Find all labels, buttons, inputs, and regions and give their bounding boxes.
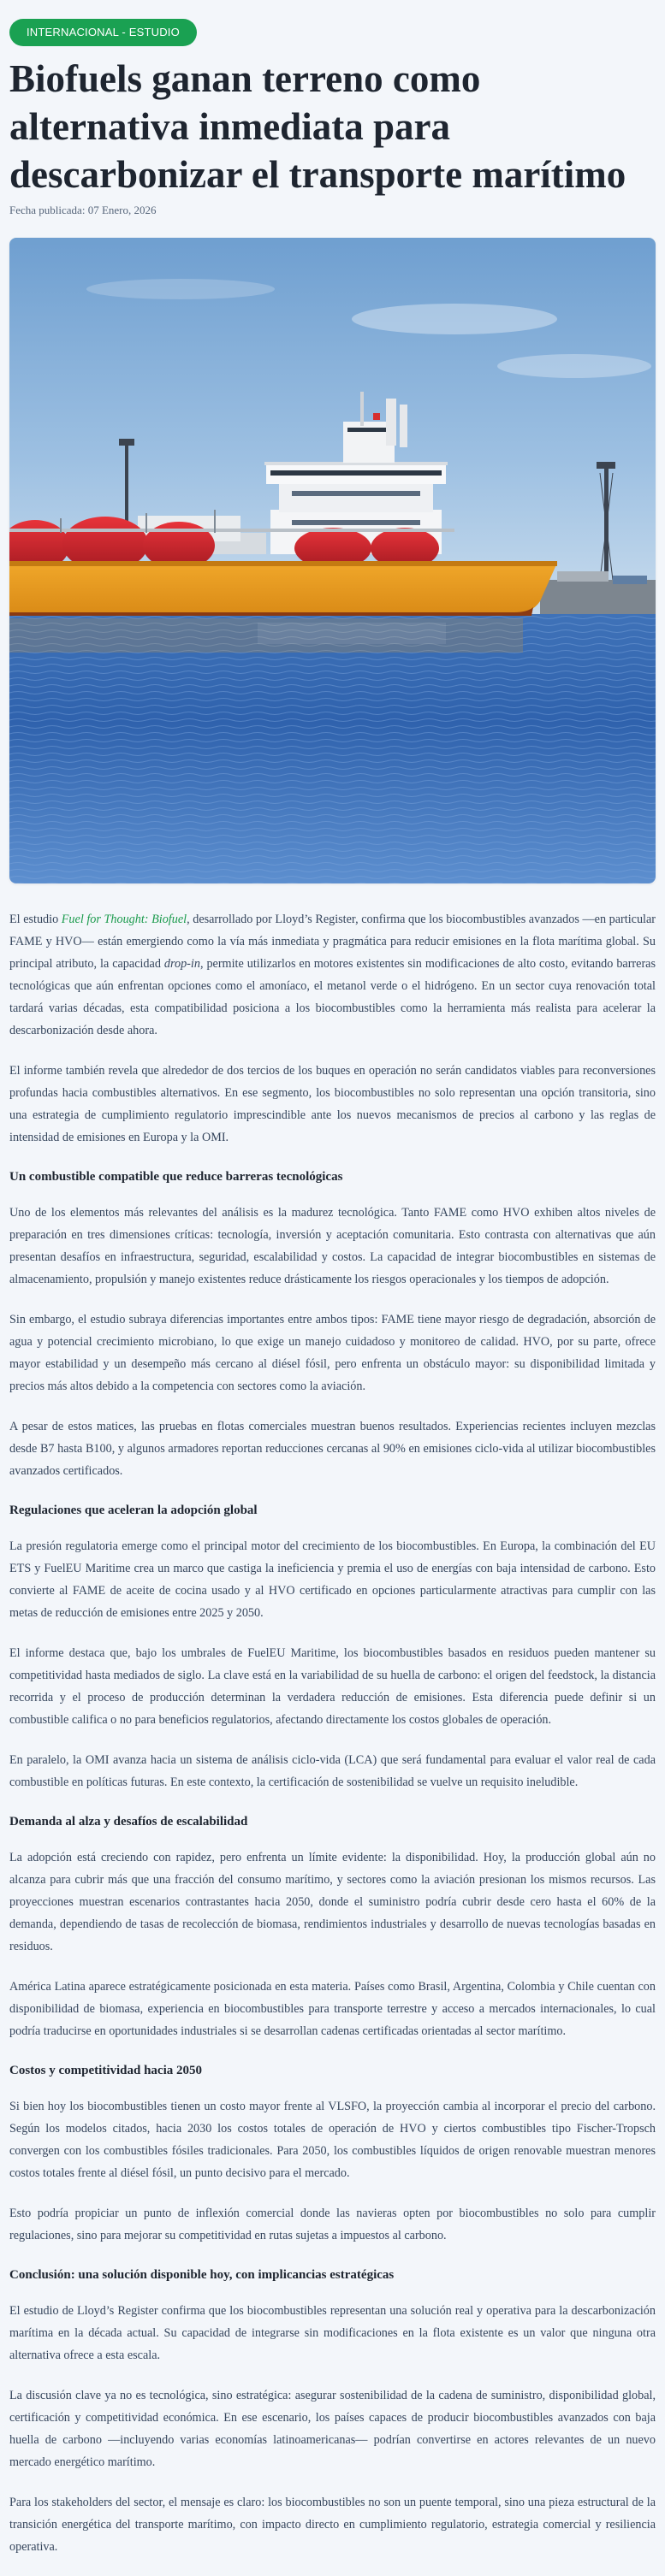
publish-date (9, 204, 156, 217)
publish-date-label: Fecha publicada: (9, 204, 86, 216)
publish-date-value: 07 Enero, 2026 (87, 204, 157, 216)
ship-photo-icon (9, 238, 656, 883)
section-heading: Conclusión: una solución disponible hoy, con implicancias estratégicas (9, 2268, 395, 2282)
paragraph: Esto podría propiciar un punto de inflexión comercial donde las navieras opten por biocombustibles no solo para cumplir regulaciones, sino para mejorar su competitividad en rutas sujetas a impuestos al carbono. (9, 2207, 656, 2242)
paragraph: En paralelo, la OMI avanza hacia un sistema de análisis ciclo-vida (LCA) que será fundamental para evaluar el valor real de cada combustible en políticas futuras. En este contexto, la certificación de sostenibilidad se vuelve un requisito ineludible. (9, 1753, 656, 1789)
paragraph: Sin embargo, el estudio subraya diferencias importantes entre ambos tipos: FAME tiene mayor riesgo de degradación, absorción de agua y potencial crecimiento microbiano, lo que exige un manejo cuidadoso y monitoreo de calidad. HVO, por su parte, ofrece mayor estabilidad y un desempeño más cercano al diésel fósil, pero enfrenta un obstáculo mayor: su disponibilidad limitada y precios más altos debido a la competencia con sectores como la aviación. (9, 1313, 656, 1393)
paragraph: América Latina aparece estratégicamente posicionada en esta materia. Países como Brasil, Argentina, Colombia y Chile cuentan con disponibilidad de biomasa, experiencia en biocombustibles para transporte terrestre y acceso a mercados internacionales, lo cual podría traducirse en oportunidades industriales si se desarrollan cadenas certificadas orientadas al sector marítimo. (9, 1980, 656, 2038)
paragraph: La discusión clave ya no es tecnológica, sino estratégica: asegurar sostenibilidad de la cadena de suministro, disponibilidad global, certificación y competitividad económica. En ese escenario, los países capaces de producir biocombustibles avanzados con baja huella de carbono —incluyendo varias economías latinoamericanas— podrían convertirse en actores relevantes de un nuevo mercado energético marítimo. (9, 2389, 656, 2469)
article-title: Biofuels ganan terreno como alternativa inmediata para descarbonizar el transporte marítimo (9, 57, 626, 196)
study-link[interactable]: Fuel for Thought: Biofuel (61, 913, 187, 926)
paragraph: El informe destaca que, bajo los umbrales de FuelEU Maritime, los biocombustibles basados en residuos pueden mantener su competitividad hasta mediados de siglo. La clave está en la variabilidad de su huella de carbono: el origen del feedstock, la distancia recorrida y el proceso de producción determinan la verdadera reducción de emisiones. Esta diferencia puede definir si un combustible califica o no para beneficios regulatorios, afectando directamente los costos globales de operación. (9, 1646, 656, 1727)
paragraph: La presión regulatoria emerge como el principal motor del crecimiento de los biocombustibles. En Europa, la combinación del EU ETS y FuelEU Maritime crea un marco que castiga la ineficiencia y premia el uso de energías con baja intensidad de carbono. Esto convierte al FAME de aceite de cocina usado y al HVO certificado en opciones particularmente atractivas para cumplir con las metas de reducción de emisiones entre 2025 y 2050. (9, 1539, 656, 1620)
paragraph: El informe también revela que alrededor de dos tercios de los buques en operación no serán candidatos viables para reconversiones profundas hacia combustibles alternativos. En ese segmento, los biocombustibles no solo representan una opción transitoria, sino una estrategia de cumplimiento regulatorio imprescindible ante los nuevos mecanismos de precios al carbono y las reglas de intensidad de emisiones en Europa y la OMI. (9, 1064, 656, 1144)
paragraph: Si bien hoy los biocombustibles tienen un costo mayor frente al VLSFO, la proyección cambia al incorporar el precio del carbono. Según los modelos citados, hacia 2030 los costos totales de operación de HVO y ciertos combustibles tipo Fischer-Tropsch convergen con los combustibles fósiles tradicionales. Para 2050, los combustibles líquidos de origen renovable muestran menores costos totales frente al diésel fósil, un punto decisivo para el mercado. (9, 2100, 656, 2180)
emphasis-text: drop-in (163, 957, 200, 971)
paragraph-text: , permite utilizarlos en motores existentes sin modificaciones de alto costo, evitando barreras tecnológicas que aún enfrentan opciones como el amoníaco, el metanol verde o el hidrógeno. En un sector cuya renovación total tardará varias décadas, esta compatibilidad posiciona a los biocombustibles como la herramienta más realista para acelerar la descarbonización desde ahora. (9, 957, 656, 1037)
paragraph: Uno de los elementos más relevantes del análisis es la madurez tecnológica. Tanto FAME como HVO exhiben altos niveles de preparación en tres dimensiones críticas: tecnología, inversión y aceptación comunitaria. Esto contrasta con alternativas que aún presentan desafíos en infraestructura, seguridad, escalabilidad y costos. La capacidad de integrar biocombustibles en sistemas de almacenamiento, propulsión y manejo existentes reduce drásticamente los riesgos operacionales y los tiempos de adopción. (9, 1206, 656, 1286)
article-body (9, 908, 656, 2576)
section-heading: Un combustible compatible que reduce barreras tecnológicas (9, 1170, 343, 1184)
section-heading: Costos y competitividad hacia 2050 (9, 2064, 202, 2077)
category-badge[interactable]: INTERNACIONAL - ESTUDIO (9, 19, 197, 46)
section-heading: Regulaciones que aceleran la adopción global (9, 1504, 258, 1517)
paragraph (9, 908, 656, 1042)
paragraph: La adopción está creciendo con rapidez, pero enfrenta un límite evidente: la disponibilidad. Hoy, la producción global aún no alcanza para cubrir más que una fracción del consumo marítimo, y sectores como la aviación presionan los mismos recursos. Las proyecciones muestran escenarios contrastantes hacia 2050, donde el suministro podría cubrir desde cero hasta el 60% de la demanda, dependiendo de tasas de recolección de biomasa, rendimientos industriales y desarrollo de nuevas tecnologías basadas en residuos. (9, 1851, 656, 1953)
paragraph-text: , desarrollado por Lloyd’s Register, confirma que los biocombustibles avanzados —en particular FAME y HVO— están emergiendo como la vía más inmediata y pragmática para reducir emisiones en la flota marítima global. Su principal atributo, la capacidad (9, 913, 656, 971)
paragraph: A pesar de estos matices, las pruebas en flotas comerciales muestran buenos resultados. Experiencias recientes incluyen mezclas desde B7 hasta B100, y algunos armadores reportan reducciones cercanas al 90% en emisiones ciclo-vida al utilizar biocombustibles avanzados certificados. (9, 1420, 656, 1478)
section-heading: Demanda al alza y desafíos de escalabilidad (9, 1815, 248, 1829)
paragraph: Para los stakeholders del sector, el mensaje es claro: los biocombustibles no son un puente temporal, sino una pieza estructural de la transición energética del transporte marítimo, con impacto directo en cumplimiento regulatorio, estrategia comercial y resiliencia operativa. (9, 2496, 656, 2554)
hero-image (9, 238, 656, 883)
paragraph: El estudio de Lloyd’s Register confirma que los biocombustibles representan una solución real y operativa para la descarbonización marítima en la década actual. Su capacidad de integrarse sin modificaciones en la flota existente es un valor que ninguna otra alternativa ofrece a esta escala. (9, 2304, 656, 2362)
paragraph-text: El estudio (9, 913, 62, 926)
